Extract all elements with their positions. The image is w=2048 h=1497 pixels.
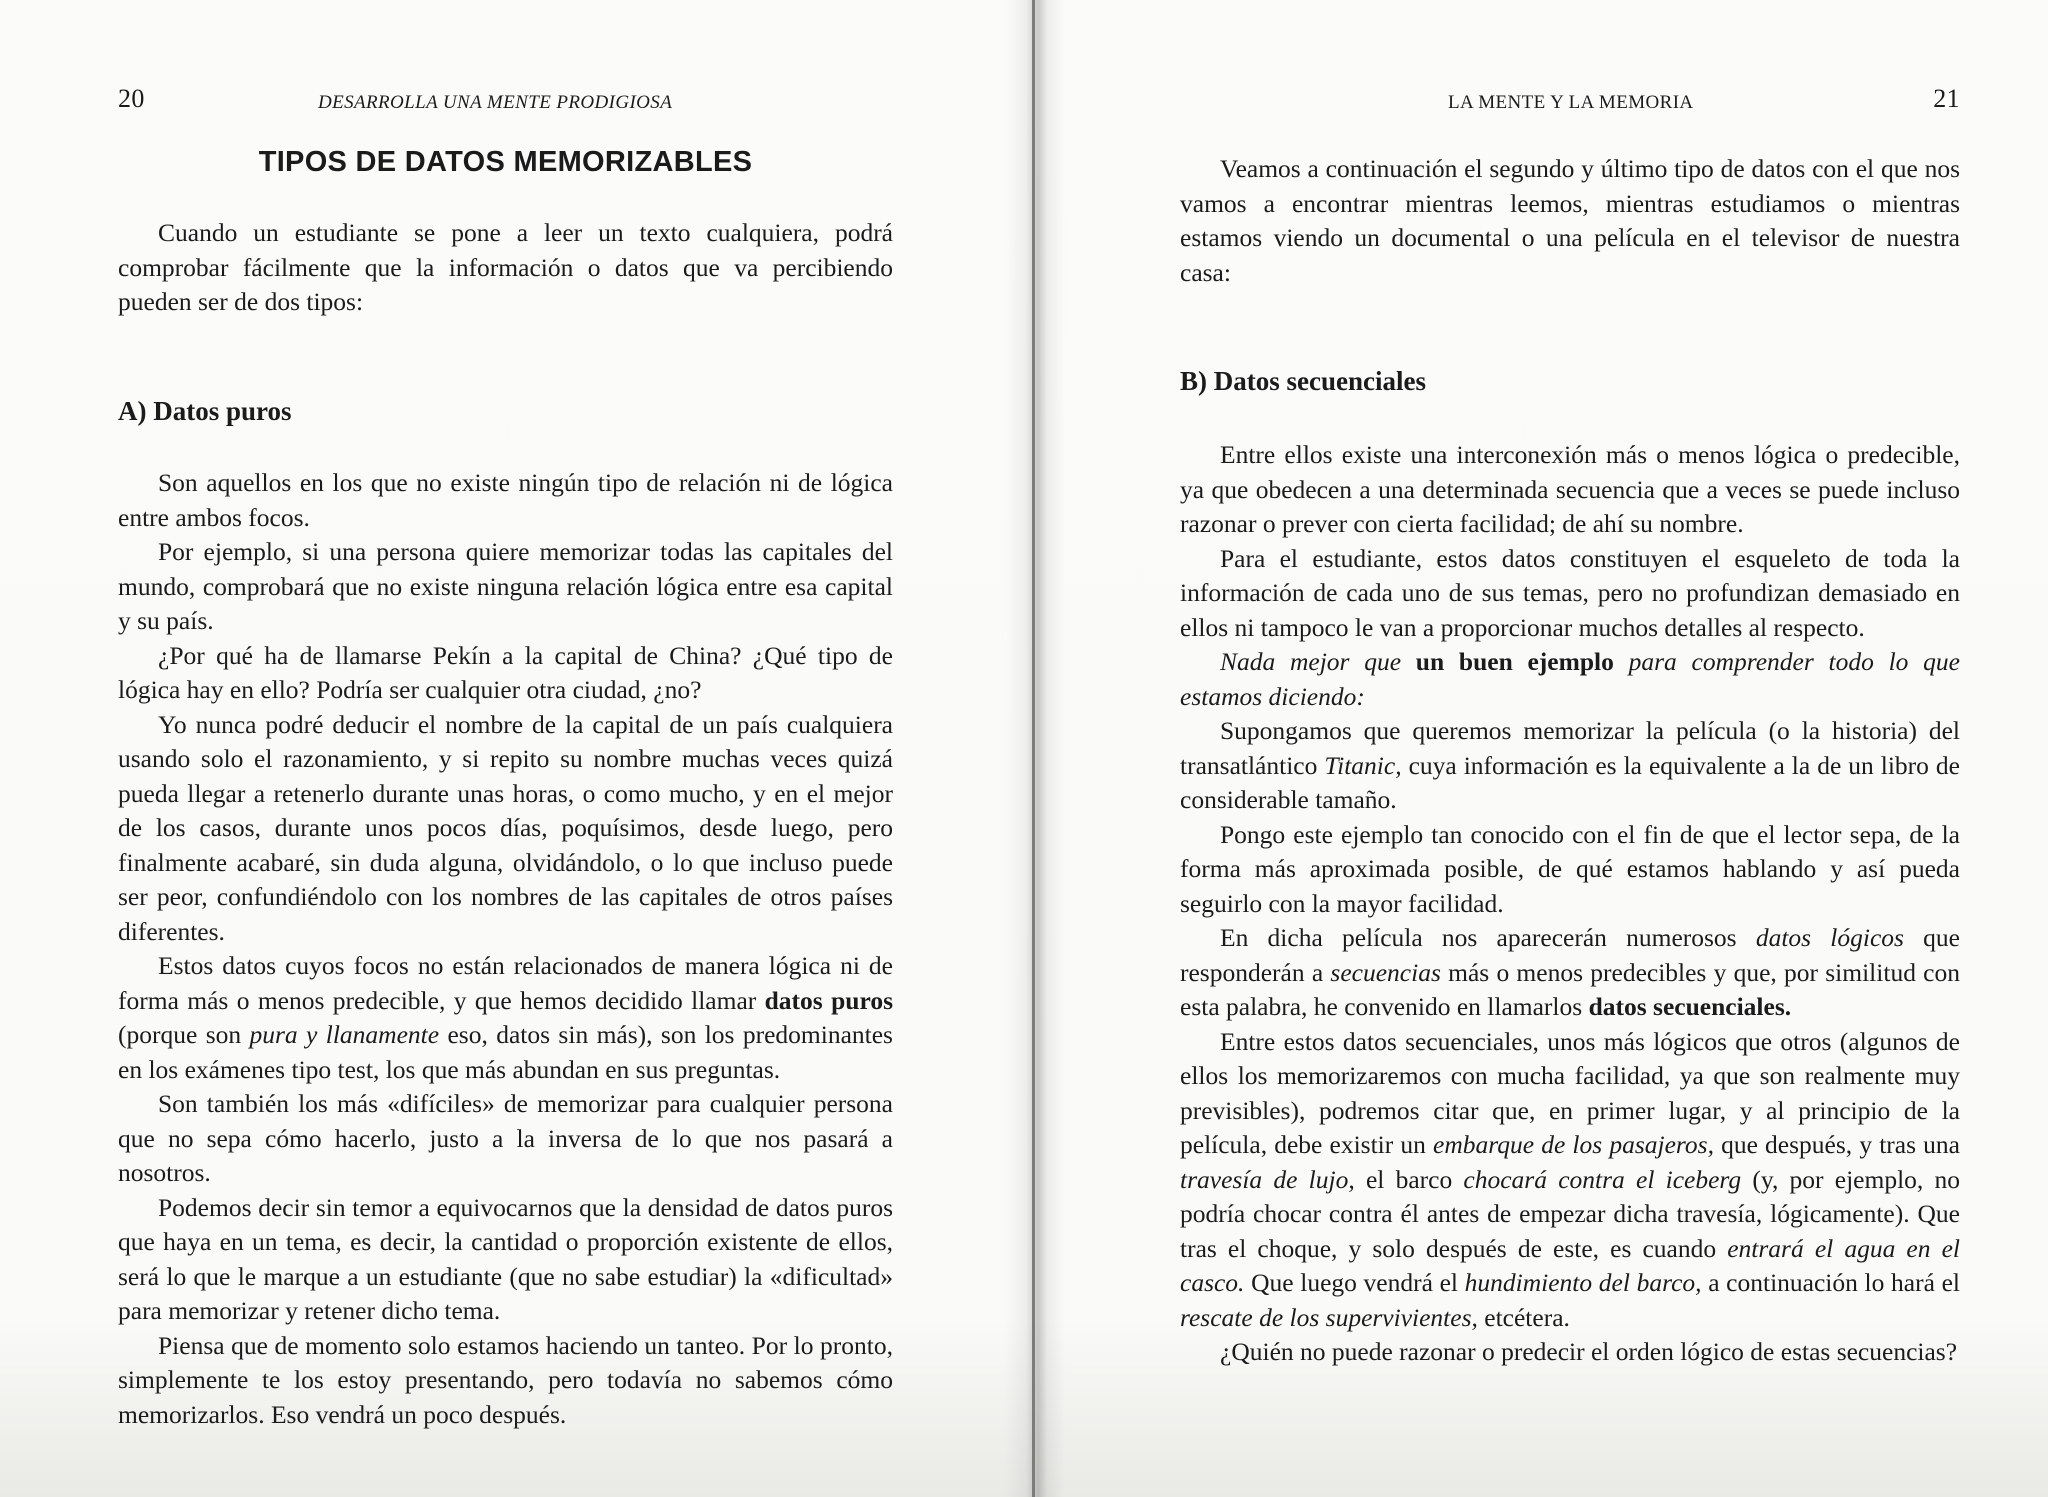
right-p6-italic-d: secuencias <box>1330 957 1441 987</box>
left-paragraph-7: Podemos decir sin temor a equivocarnos que la densidad de datos puros que haya en un tema, es decir, la cantidad o proporción existente de ellos, será lo que le marque a un estudiante (que no sabe estudiar) la «dificultad» para memorizar y retener dicho tema. <box>118 1192 893 1325</box>
left-p5-bold-term: datos puros <box>764 985 893 1015</box>
right-p7-italic-h: entrará el agua en el casco. <box>1180 1233 1960 1297</box>
chapter-title: TIPOS DE DATOS MEMORIZABLES <box>258 146 753 178</box>
right-intro-block <box>1180 152 1960 290</box>
left-intro-block <box>118 216 893 320</box>
right-p4-text-a: Supongamos que queremos memorizar la película (o la historia) del transatlántico <box>1180 716 1960 780</box>
left-paragraph-4: Yo nunca podré deducir el nombre de la capital de un país cualquiera usando solo el razonamiento, y si repito su nombre muchas veces quizá pueda llegar a retenerlo durante unas horas, o como mucho, y en el mejor de los casos, durante unos pocos días, poquísimos, desde luego, pero finalmente acabaré, sin duda alguna, olvidándolo, o lo que incluso puede ser peor, confundiéndolo con los nombres de las capitales de otros países diferentes. <box>118 709 893 946</box>
right-p7-text-g: (y, por ejemplo, no podría chocar contra él antes de empezar dicha travesía, lógicamente). Que tras el choque, y solo después de este, es cuando <box>1180 1164 1961 1263</box>
left-paragraph-6: Son también los más «difíciles» de memorizar para cualquier persona que no sepa cómo hacerlo, justo a la inversa de lo que nos pasará a nosotros. <box>118 1089 893 1187</box>
left-running-head <box>118 84 893 120</box>
right-p6-text-e: más o menos predecibles y que, por similitud con esta palabra, he convenido en llamarlos <box>1180 957 1960 1021</box>
left-page <box>118 0 893 1497</box>
right-page-number: 21 <box>1933 84 1960 113</box>
right-paragraph-3 <box>1180 645 1960 714</box>
right-p3-italic-c: para comprender todo lo que estamos diciendo: <box>1180 647 1960 711</box>
right-body-block <box>1180 438 1960 1370</box>
right-p7-italic-l: rescate de los supervivientes, <box>1180 1302 1478 1332</box>
right-paragraph-7 <box>1180 1025 1960 1336</box>
right-p6-bold-term: datos secuenciales. <box>1588 992 1792 1021</box>
right-paragraph-1: Entre ellos existe una interconexión más o menos lógica o predecible, ya que obedecen a una determinada secuencia que a veces se puede incluso razonar o prever con cierta facilidad; de ahí su nombre. <box>1180 440 1960 538</box>
right-p3-italic-a: Nada mejor que <box>1220 647 1416 676</box>
left-paragraph-1: Son aquellos en los que no existe ningún tipo de relación ni de lógica entre ambos focos. <box>118 468 893 532</box>
right-p7-italic-d: travesía de lujo, <box>1180 1164 1355 1194</box>
right-p7-italic-j: hundimiento del barco, <box>1464 1268 1702 1297</box>
right-paragraph-4 <box>1180 714 1960 818</box>
left-intro-paragraph: Cuando un estudiante se pone a leer un texto cualquiera, podrá comprobar fácilmente que la información o datos que va percibiendo pueden ser de dos tipos: <box>118 218 893 316</box>
left-paragraph-3: ¿Por qué ha de llamarse Pekín a la capital de China? ¿Qué tipo de lógica hay en ello? Podría ser cualquier otra ciudad, ¿no? <box>118 640 893 704</box>
section-a-heading: A) Datos puros <box>118 396 292 426</box>
right-p7-text-i: Que luego vendrá el <box>1244 1268 1465 1297</box>
left-p5-text-e: eso, datos sin más), son los predominantes en los exámenes tipo test, los que más abundan en sus preguntas. <box>118 1020 893 1084</box>
right-p7-italic-b: embarque de los pasajeros, <box>1433 1130 1714 1159</box>
right-p7-text-a: Entre estos datos secuenciales, unos más lógicos que otros (algunos de ellos los memorizaremos con mucha facilidad, ya que son realmente muy previsibles), podremos citar que, en primer lugar, y al principio de la película, debe existir un <box>1180 1026 1960 1159</box>
section-b-heading: B) Datos secuenciales <box>1180 366 1426 396</box>
book-spine <box>1032 0 1035 1497</box>
right-intro-paragraph: Veamos a continuación el segundo y último tipo de datos con el que nos vamos a encontrar mientras leemos, mientras estudiamos o mientras estamos viendo un documental o una película en el televisor de nuestra casa: <box>1180 154 1960 287</box>
right-running-title: LA MENTE Y LA MEMORIA <box>1448 92 1694 113</box>
right-p7-italic-f: chocará contra el iceberg <box>1463 1164 1742 1194</box>
right-p4-text-c: cuya información es la equivalente a la de un libro de considerable tamaño. <box>1180 750 1960 814</box>
right-p6-italic-b: datos lógicos <box>1755 923 1904 952</box>
right-p3-bold-term: un buen ejemplo <box>1415 647 1614 676</box>
left-body-block <box>118 466 893 1432</box>
right-paragraph-5: Pongo este ejemplo tan conocido con el fin de que el lector sepa, de la forma más aproximada posible, de qué estamos hablando y así pueda seguirlo con la mayor facilidad. <box>1180 819 1960 918</box>
left-paragraph-5 <box>118 949 893 1087</box>
right-p7-text-e: el barco <box>1354 1164 1464 1194</box>
right-paragraph-6 <box>1180 921 1960 1025</box>
left-p5-text-c: (porque son <box>118 1020 250 1049</box>
left-running-title: DESARROLLA UNA MENTE PRODIGIOSA <box>318 92 673 113</box>
right-p7-text-m: etcétera. <box>1477 1302 1570 1332</box>
right-p6-text-a: En dicha película nos aparecerán numerosos <box>1220 923 1756 952</box>
right-p4-italic-titanic: Titanic, <box>1324 750 1402 780</box>
left-paragraph-2: Por ejemplo, si una persona quiere memorizar todas las capitales del mundo, comprobará que no existe ninguna relación lógica entre esa capital y su país. <box>118 537 893 635</box>
right-paragraph-8: ¿Quién no puede razonar o predecir el orden lógico de estas secuencias? <box>1220 1337 1958 1366</box>
left-paragraph-8: Piensa que de momento solo estamos haciendo un tanteo. Por lo pronto, simplemente te los estoy presentando, pero todavía no sabemos cómo memorizarlos. Eso vendrá un poco después. <box>118 1330 893 1429</box>
right-p6-text-c: que responderán a <box>1180 923 1960 987</box>
right-paragraph-2: Para el estudiante, estos datos constituyen el esqueleto de toda la información de cada uno de sus temas, pero no profundizan demasiado en ellos ni tampoco le van a proporcionar muchos detalles al respecto. <box>1180 543 1960 642</box>
right-p7-text-k: a continuación lo hará el <box>1701 1268 1960 1297</box>
left-p5-text-a: Estos datos cuyos focos no están relacionados de manera lógica ni de forma más o menos predecible, y que hemos decidido llamar <box>118 951 893 1015</box>
right-p7-text-c: que después, y tras una <box>1713 1130 1960 1159</box>
right-page <box>1180 0 1960 1497</box>
left-p5-italic: pura y llanamente <box>249 1020 440 1049</box>
left-page-number: 20 <box>118 84 145 113</box>
book-gutter-shadow <box>1005 0 1065 1497</box>
right-running-head <box>1180 84 1960 120</box>
